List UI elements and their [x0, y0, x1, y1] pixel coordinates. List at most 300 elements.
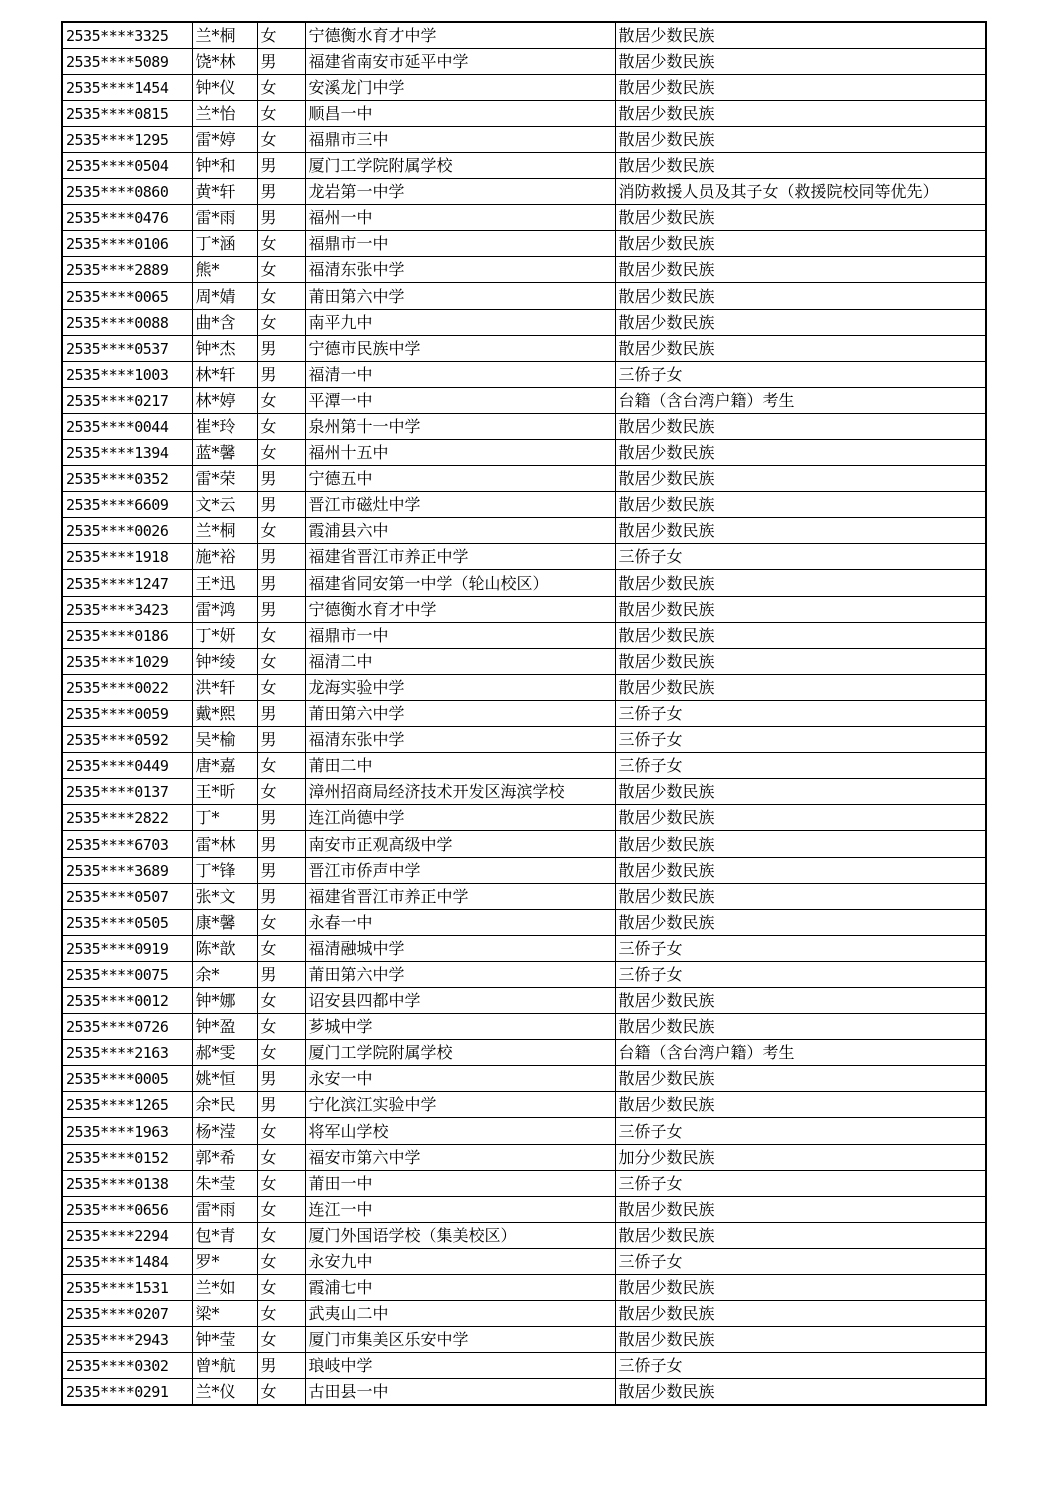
- exam-number-cell: 2535****2822: [62, 805, 192, 831]
- name-cell: 罗*: [192, 1248, 257, 1274]
- exam-number-cell: 2535****2943: [62, 1327, 192, 1353]
- name-cell: 雷*婷: [192, 126, 257, 152]
- school-cell: 连江一中: [305, 1196, 615, 1222]
- category-cell: 台籍（含台湾户籍）考生: [615, 387, 986, 413]
- gender-cell: 女: [257, 440, 305, 466]
- exam-number-cell: 2535****0207: [62, 1301, 192, 1327]
- exam-number-cell: 2535****0012: [62, 987, 192, 1013]
- name-cell: 钟*和: [192, 152, 257, 178]
- gender-cell: 男: [257, 179, 305, 205]
- gender-cell: 女: [257, 648, 305, 674]
- category-cell: 加分少数民族: [615, 1144, 986, 1170]
- table-row: [62, 335, 986, 361]
- table-row: [62, 283, 986, 309]
- exam-number-cell: 2535****3325: [62, 22, 192, 48]
- gender-cell: 女: [257, 1222, 305, 1248]
- gender-cell: 女: [257, 753, 305, 779]
- exam-number-cell: 2535****0217: [62, 387, 192, 413]
- category-cell: 散居少数民族: [615, 1275, 986, 1301]
- gender-cell: 女: [257, 1301, 305, 1327]
- category-cell: 散居少数民族: [615, 309, 986, 335]
- table-row: [62, 309, 986, 335]
- school-cell: 泉州第十一中学: [305, 413, 615, 439]
- name-cell: 丁*妍: [192, 622, 257, 648]
- exam-number-cell: 2535****0026: [62, 518, 192, 544]
- school-cell: 霞浦县六中: [305, 518, 615, 544]
- category-cell: 散居少数民族: [615, 909, 986, 935]
- exam-number-cell: 2535****0726: [62, 1014, 192, 1040]
- school-cell: 顺昌一中: [305, 100, 615, 126]
- category-cell: 散居少数民族: [615, 100, 986, 126]
- category-cell: 散居少数民族: [615, 335, 986, 361]
- school-cell: 古田县一中: [305, 1379, 615, 1405]
- name-cell: 包*青: [192, 1222, 257, 1248]
- table-row: [62, 544, 986, 570]
- school-cell: 将军山学校: [305, 1118, 615, 1144]
- table-row: [62, 1040, 986, 1066]
- gender-cell: 男: [257, 1353, 305, 1379]
- table-row: [62, 361, 986, 387]
- gender-cell: 男: [257, 492, 305, 518]
- gender-cell: 女: [257, 1327, 305, 1353]
- exam-number-cell: 2535****0507: [62, 883, 192, 909]
- exam-number-cell: 2535****0449: [62, 753, 192, 779]
- table-row: [62, 257, 986, 283]
- school-cell: 福清融城中学: [305, 935, 615, 961]
- name-cell: 林*轩: [192, 361, 257, 387]
- gender-cell: 男: [257, 831, 305, 857]
- category-cell: 三侨子女: [615, 700, 986, 726]
- category-cell: 散居少数民族: [615, 987, 986, 1013]
- exam-number-cell: 2535****0065: [62, 283, 192, 309]
- gender-cell: 男: [257, 596, 305, 622]
- exam-number-cell: 2535****0075: [62, 961, 192, 987]
- school-cell: 莆田第六中学: [305, 283, 615, 309]
- exam-number-cell: 2535****1484: [62, 1248, 192, 1274]
- table-row: [62, 48, 986, 74]
- table-row: [62, 831, 986, 857]
- school-cell: 福清一中: [305, 361, 615, 387]
- name-cell: 张*文: [192, 883, 257, 909]
- gender-cell: 女: [257, 309, 305, 335]
- gender-cell: 女: [257, 1144, 305, 1170]
- school-cell: 晋江市磁灶中学: [305, 492, 615, 518]
- school-cell: 福建省晋江市养正中学: [305, 544, 615, 570]
- name-cell: 兰*如: [192, 1275, 257, 1301]
- category-cell: 散居少数民族: [615, 413, 986, 439]
- exam-number-cell: 2535****0137: [62, 779, 192, 805]
- gender-cell: 男: [257, 335, 305, 361]
- table-row: [62, 1014, 986, 1040]
- category-cell: 散居少数民族: [615, 152, 986, 178]
- category-cell: 散居少数民族: [615, 231, 986, 257]
- name-cell: 周*婧: [192, 283, 257, 309]
- exam-number-cell: 2535****1247: [62, 570, 192, 596]
- candidate-table-body: [62, 22, 986, 1405]
- table-row: [62, 570, 986, 596]
- name-cell: 钟*娜: [192, 987, 257, 1013]
- school-cell: 福建省同安第一中学（轮山校区）: [305, 570, 615, 596]
- school-cell: 福清东张中学: [305, 727, 615, 753]
- name-cell: 郝*雯: [192, 1040, 257, 1066]
- table-row: [62, 22, 986, 48]
- school-cell: 永安一中: [305, 1066, 615, 1092]
- gender-cell: 男: [257, 1066, 305, 1092]
- gender-cell: 女: [257, 1275, 305, 1301]
- gender-cell: 女: [257, 413, 305, 439]
- exam-number-cell: 2535****0044: [62, 413, 192, 439]
- school-cell: 福建省南安市延平中学: [305, 48, 615, 74]
- gender-cell: 女: [257, 283, 305, 309]
- school-cell: 平潭一中: [305, 387, 615, 413]
- school-cell: 龙海实验中学: [305, 674, 615, 700]
- table-row: [62, 909, 986, 935]
- school-cell: 永春一中: [305, 909, 615, 935]
- category-cell: 散居少数民族: [615, 1379, 986, 1405]
- name-cell: 钟*仪: [192, 74, 257, 100]
- category-cell: 散居少数民族: [615, 596, 986, 622]
- school-cell: 宁化滨江实验中学: [305, 1092, 615, 1118]
- exam-number-cell: 2535****0860: [62, 179, 192, 205]
- table-row: [62, 648, 986, 674]
- table-row: [62, 805, 986, 831]
- exam-number-cell: 2535****0106: [62, 231, 192, 257]
- school-cell: 厦门市集美区乐安中学: [305, 1327, 615, 1353]
- school-cell: 琅岐中学: [305, 1353, 615, 1379]
- exam-number-cell: 2535****2294: [62, 1222, 192, 1248]
- school-cell: 福清东张中学: [305, 257, 615, 283]
- table-row: [62, 1118, 986, 1144]
- name-cell: 兰*桐: [192, 22, 257, 48]
- gender-cell: 男: [257, 1092, 305, 1118]
- table-row: [62, 1327, 986, 1353]
- table-row: [62, 883, 986, 909]
- table-row: [62, 100, 986, 126]
- exam-number-cell: 2535****1531: [62, 1275, 192, 1301]
- gender-cell: 男: [257, 205, 305, 231]
- name-cell: 朱*莹: [192, 1170, 257, 1196]
- exam-number-cell: 2535****0088: [62, 309, 192, 335]
- name-cell: 钟*盈: [192, 1014, 257, 1040]
- table-row: [62, 1275, 986, 1301]
- name-cell: 余*: [192, 961, 257, 987]
- gender-cell: 男: [257, 48, 305, 74]
- school-cell: 永安九中: [305, 1248, 615, 1274]
- school-cell: 南平九中: [305, 309, 615, 335]
- name-cell: 王*昕: [192, 779, 257, 805]
- table-row: [62, 152, 986, 178]
- school-cell: 宁德市民族中学: [305, 335, 615, 361]
- name-cell: 兰*桐: [192, 518, 257, 544]
- name-cell: 林*婷: [192, 387, 257, 413]
- category-cell: 散居少数民族: [615, 492, 986, 518]
- name-cell: 康*馨: [192, 909, 257, 935]
- school-cell: 南安市正观高级中学: [305, 831, 615, 857]
- category-cell: 台籍（含台湾户籍）考生: [615, 1040, 986, 1066]
- name-cell: 施*裕: [192, 544, 257, 570]
- school-cell: 福清二中: [305, 648, 615, 674]
- gender-cell: 女: [257, 1248, 305, 1274]
- category-cell: 散居少数民族: [615, 883, 986, 909]
- category-cell: 散居少数民族: [615, 22, 986, 48]
- school-cell: 福安市第六中学: [305, 1144, 615, 1170]
- category-cell: 散居少数民族: [615, 257, 986, 283]
- name-cell: 蓝*馨: [192, 440, 257, 466]
- category-cell: 散居少数民族: [615, 1222, 986, 1248]
- name-cell: 郭*希: [192, 1144, 257, 1170]
- exam-number-cell: 2535****2163: [62, 1040, 192, 1066]
- name-cell: 熊*: [192, 257, 257, 283]
- gender-cell: 女: [257, 622, 305, 648]
- table-row: [62, 387, 986, 413]
- school-cell: 福鼎市一中: [305, 231, 615, 257]
- exam-number-cell: 2535****1394: [62, 440, 192, 466]
- gender-cell: 女: [257, 1379, 305, 1405]
- school-cell: 福建省晋江市养正中学: [305, 883, 615, 909]
- category-cell: 三侨子女: [615, 961, 986, 987]
- name-cell: 梁*: [192, 1301, 257, 1327]
- name-cell: 曲*含: [192, 309, 257, 335]
- school-cell: 厦门工学院附属学校: [305, 152, 615, 178]
- name-cell: 陈*歆: [192, 935, 257, 961]
- exam-number-cell: 2535****0476: [62, 205, 192, 231]
- category-cell: 散居少数民族: [615, 48, 986, 74]
- category-cell: 散居少数民族: [615, 1327, 986, 1353]
- category-cell: 散居少数民族: [615, 126, 986, 152]
- exam-number-cell: 2535****0302: [62, 1353, 192, 1379]
- exam-number-cell: 2535****0186: [62, 622, 192, 648]
- school-cell: 宁德衡水育才中学: [305, 596, 615, 622]
- school-cell: 武夷山二中: [305, 1301, 615, 1327]
- name-cell: 崔*玲: [192, 413, 257, 439]
- gender-cell: 女: [257, 909, 305, 935]
- exam-number-cell: 2535****1029: [62, 648, 192, 674]
- gender-cell: 女: [257, 1170, 305, 1196]
- exam-number-cell: 2535****0537: [62, 335, 192, 361]
- exam-number-cell: 2535****5089: [62, 48, 192, 74]
- category-cell: 散居少数民族: [615, 831, 986, 857]
- category-cell: 散居少数民族: [615, 805, 986, 831]
- name-cell: 雷*林: [192, 831, 257, 857]
- school-cell: 诏安县四都中学: [305, 987, 615, 1013]
- school-cell: 莆田第六中学: [305, 961, 615, 987]
- exam-number-cell: 2535****1265: [62, 1092, 192, 1118]
- name-cell: 文*云: [192, 492, 257, 518]
- gender-cell: 女: [257, 387, 305, 413]
- school-cell: 厦门工学院附属学校: [305, 1040, 615, 1066]
- gender-cell: 女: [257, 1014, 305, 1040]
- table-row: [62, 1196, 986, 1222]
- gender-cell: 女: [257, 674, 305, 700]
- table-row: [62, 231, 986, 257]
- exam-number-cell: 2535****0919: [62, 935, 192, 961]
- gender-cell: 女: [257, 518, 305, 544]
- gender-cell: 男: [257, 961, 305, 987]
- table-row: [62, 1222, 986, 1248]
- category-cell: 散居少数民族: [615, 1301, 986, 1327]
- exam-number-cell: 2535****0005: [62, 1066, 192, 1092]
- category-cell: 三侨子女: [615, 1248, 986, 1274]
- name-cell: 钟*杰: [192, 335, 257, 361]
- name-cell: 杨*滢: [192, 1118, 257, 1144]
- exam-number-cell: 2535****0022: [62, 674, 192, 700]
- gender-cell: 男: [257, 544, 305, 570]
- table-row: [62, 1144, 986, 1170]
- school-cell: 晋江市侨声中学: [305, 857, 615, 883]
- name-cell: 丁*涵: [192, 231, 257, 257]
- name-cell: 雷*雨: [192, 1196, 257, 1222]
- gender-cell: 女: [257, 257, 305, 283]
- name-cell: 雷*雨: [192, 205, 257, 231]
- exam-number-cell: 2535****0059: [62, 700, 192, 726]
- category-cell: 散居少数民族: [615, 779, 986, 805]
- category-cell: 散居少数民族: [615, 1014, 986, 1040]
- exam-number-cell: 2535****3423: [62, 596, 192, 622]
- gender-cell: 男: [257, 727, 305, 753]
- table-row: [62, 466, 986, 492]
- category-cell: 三侨子女: [615, 753, 986, 779]
- exam-number-cell: 2535****1003: [62, 361, 192, 387]
- table-row: [62, 596, 986, 622]
- exam-number-cell: 2535****6609: [62, 492, 192, 518]
- gender-cell: 女: [257, 1118, 305, 1144]
- gender-cell: 男: [257, 570, 305, 596]
- exam-number-cell: 2535****1454: [62, 74, 192, 100]
- school-cell: 漳州招商局经济技术开发区海滨学校: [305, 779, 615, 805]
- candidate-table: [61, 21, 987, 1406]
- exam-number-cell: 2535****6703: [62, 831, 192, 857]
- gender-cell: 女: [257, 935, 305, 961]
- table-row: [62, 753, 986, 779]
- exam-number-cell: 2535****3689: [62, 857, 192, 883]
- table-row: [62, 935, 986, 961]
- category-cell: 散居少数民族: [615, 570, 986, 596]
- exam-number-cell: 2535****0352: [62, 466, 192, 492]
- gender-cell: 女: [257, 1040, 305, 1066]
- category-cell: 散居少数民族: [615, 674, 986, 700]
- name-cell: 戴*熙: [192, 700, 257, 726]
- table-row: [62, 857, 986, 883]
- table-row: [62, 1379, 986, 1405]
- name-cell: 丁*锋: [192, 857, 257, 883]
- category-cell: 三侨子女: [615, 544, 986, 570]
- category-cell: 散居少数民族: [615, 622, 986, 648]
- gender-cell: 男: [257, 361, 305, 387]
- exam-number-cell: 2535****1918: [62, 544, 192, 570]
- category-cell: 散居少数民族: [615, 1092, 986, 1118]
- name-cell: 钟*绫: [192, 648, 257, 674]
- table-row: [62, 674, 986, 700]
- gender-cell: 女: [257, 779, 305, 805]
- school-cell: 莆田二中: [305, 753, 615, 779]
- school-cell: 宁德衡水育才中学: [305, 22, 615, 48]
- gender-cell: 男: [257, 883, 305, 909]
- table-row: [62, 1092, 986, 1118]
- category-cell: 三侨子女: [615, 1118, 986, 1144]
- school-cell: 安溪龙门中学: [305, 74, 615, 100]
- school-cell: 福鼎市三中: [305, 126, 615, 152]
- name-cell: 黄*轩: [192, 179, 257, 205]
- gender-cell: 女: [257, 100, 305, 126]
- name-cell: 姚*恒: [192, 1066, 257, 1092]
- table-row: [62, 440, 986, 466]
- exam-number-cell: 2535****0592: [62, 727, 192, 753]
- table-row: [62, 727, 986, 753]
- table-row: [62, 1248, 986, 1274]
- school-cell: 连江尚德中学: [305, 805, 615, 831]
- category-cell: 三侨子女: [615, 1353, 986, 1379]
- table-row: [62, 779, 986, 805]
- name-cell: 王*迅: [192, 570, 257, 596]
- category-cell: 散居少数民族: [615, 466, 986, 492]
- name-cell: 丁*: [192, 805, 257, 831]
- exam-number-cell: 2535****1963: [62, 1118, 192, 1144]
- table-row: [62, 622, 986, 648]
- gender-cell: 女: [257, 1196, 305, 1222]
- name-cell: 雷*荣: [192, 466, 257, 492]
- category-cell: 三侨子女: [615, 1170, 986, 1196]
- exam-number-cell: 2535****0505: [62, 909, 192, 935]
- table-row: [62, 518, 986, 544]
- exam-number-cell: 2535****0291: [62, 1379, 192, 1405]
- school-cell: 莆田一中: [305, 1170, 615, 1196]
- category-cell: 散居少数民族: [615, 283, 986, 309]
- gender-cell: 男: [257, 857, 305, 883]
- category-cell: 三侨子女: [615, 361, 986, 387]
- school-cell: 芗城中学: [305, 1014, 615, 1040]
- table-row: [62, 987, 986, 1013]
- table-row: [62, 126, 986, 152]
- gender-cell: 男: [257, 700, 305, 726]
- table-row: [62, 1301, 986, 1327]
- gender-cell: 女: [257, 74, 305, 100]
- name-cell: 钟*莹: [192, 1327, 257, 1353]
- category-cell: 三侨子女: [615, 727, 986, 753]
- category-cell: 散居少数民族: [615, 1196, 986, 1222]
- table-row: [62, 700, 986, 726]
- gender-cell: 男: [257, 805, 305, 831]
- school-cell: 龙岩第一中学: [305, 179, 615, 205]
- school-cell: 厦门外国语学校（集美校区）: [305, 1222, 615, 1248]
- table-row: [62, 1353, 986, 1379]
- school-cell: 霞浦七中: [305, 1275, 615, 1301]
- category-cell: 散居少数民族: [615, 648, 986, 674]
- table-row: [62, 1170, 986, 1196]
- gender-cell: 男: [257, 466, 305, 492]
- category-cell: 散居少数民族: [615, 205, 986, 231]
- category-cell: 散居少数民族: [615, 440, 986, 466]
- name-cell: 雷*鸿: [192, 596, 257, 622]
- category-cell: 散居少数民族: [615, 74, 986, 100]
- exam-number-cell: 2535****0656: [62, 1196, 192, 1222]
- gender-cell: 女: [257, 22, 305, 48]
- school-cell: 莆田第六中学: [305, 700, 615, 726]
- category-cell: 散居少数民族: [615, 1066, 986, 1092]
- name-cell: 饶*林: [192, 48, 257, 74]
- gender-cell: 女: [257, 231, 305, 257]
- table-row: [62, 961, 986, 987]
- category-cell: 散居少数民族: [615, 518, 986, 544]
- exam-number-cell: 2535****0815: [62, 100, 192, 126]
- school-cell: 宁德五中: [305, 466, 615, 492]
- table-row: [62, 205, 986, 231]
- table-row: [62, 74, 986, 100]
- name-cell: 余*民: [192, 1092, 257, 1118]
- exam-number-cell: 2535****1295: [62, 126, 192, 152]
- category-cell: 三侨子女: [615, 935, 986, 961]
- name-cell: 吴*榆: [192, 727, 257, 753]
- school-cell: 福州一中: [305, 205, 615, 231]
